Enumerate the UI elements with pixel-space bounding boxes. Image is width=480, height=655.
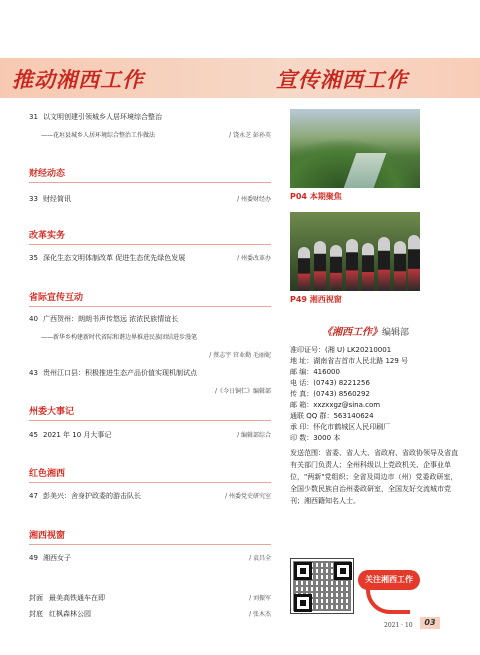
entry-page: 45 [29,431,38,439]
entry-title: 最美高铁通车在即 [49,594,105,602]
brand-suffix: 编辑部 [382,328,410,338]
toc-entry[interactable] [29,253,271,263]
entry-page: 43 [29,369,38,377]
toc-entry[interactable] [29,314,271,324]
entry-page: 47 [29,492,38,500]
page-number: 03 [420,617,440,629]
entry-title: 深化生态文明体制改革 促进生态优先绿色发展 [43,254,186,262]
entry-subtitle: ——新华乡构建新时代省际和谐边界推进民族团结进步漫笔 [41,334,198,341]
toc-entry[interactable] [29,194,271,204]
section-header: 财经动态 [29,166,271,183]
toc-entry[interactable] [29,112,271,122]
entry-subtitle: ——花垣县城乡人居环境综合整治工作做法 [41,132,156,139]
photo2-caption: P49 湘西视窗 [290,295,342,304]
distribution-scope: 发送范围：省委、省人大、省政府、省政协领导及省直有关部门负责人；全州科级以上党政机关、企事业单位，"两新"党组织；全省及周边市（州）党委政研室，全国少数民族自治州委政研室，全国友好交流城市党刊；湘西籍知名人士。 [290,449,458,505]
entry-page: 31 [29,113,38,121]
info-line: 准印证号：(湘 U) LK20210001 [290,346,392,354]
entry-author: /《今日铜仁》编辑部 [214,388,271,395]
info-line: 邮 箱：xxzxxgz@sina.com [290,401,381,409]
brand-name: 《湘西工作》 [322,327,382,338]
toc-entry[interactable] [29,609,271,619]
banner-right-title: 宣传湘西工作 [276,67,408,92]
landscape-photo [290,109,420,188]
entry-author: / 刘振军 [249,595,271,602]
entry-title: 2021 年 10 月大事记 [43,431,112,439]
arrow-icon [366,586,410,614]
info-line: 通联 QQ 群：563140624 [290,412,374,420]
entry-page: 33 [29,195,38,203]
miao-women-photo [290,212,420,291]
entry-author: / 饶永芝 彭孙英 [229,132,271,139]
publication-info [290,345,470,444]
section-header: 州委大事记 [29,404,271,421]
entry-page: 35 [29,254,38,262]
info-line: 电 话：(0743) 8221256 [290,379,370,387]
entry-title: 财经简讯 [43,195,71,203]
entry-title: 彭美兴：舍身护政委的游击队长 [43,492,141,500]
photo1-caption: P04 本期聚焦 [290,192,342,201]
entry-author: / 蔡志宇 官业勤 毛丽妮 [209,352,271,359]
info-line: 印 数：3000 本 [290,434,341,442]
follow-badge [358,570,420,612]
banner-left-title: 推动湘西工作 [12,67,144,92]
toc-entry[interactable] [29,430,271,440]
section-header: 红色湘西 [29,466,271,483]
entry-page: 封面 [29,594,43,602]
entry-page: 40 [29,315,38,323]
entry-author: / 州委改革办 [237,255,271,262]
toc-entry[interactable] [29,593,271,603]
entry-page: 封底 [29,610,43,618]
entry-author: / 州委财经办 [237,196,271,203]
issue-date: 2021 · 10 [384,622,413,629]
toc-entry[interactable] [29,553,271,563]
info-line: 地 址：湖南省吉首市人民北路 129 号 [290,357,409,365]
entry-page: 49 [29,554,38,562]
entry-title: 红枫森林公园 [49,610,91,618]
entry-title: 湘西女子 [43,554,71,562]
info-line: 邮 编：416000 [290,368,340,376]
entry-title: 贵州江口县：积极推进生态产品价值实现机制试点 [43,369,197,377]
qr-code-icon[interactable] [290,558,354,614]
entry-author: / 编辑部综合 [237,432,271,439]
info-line: 传 真：(0743) 8560292 [290,390,370,398]
entry-author: / 张木杰 [249,611,271,618]
entry-author: / 袁昌全 [249,555,271,562]
section-header: 省际宣传互动 [29,290,271,307]
toc-entry[interactable] [29,368,271,378]
follow-label: 关注湘西工作 [358,570,420,590]
entry-author: / 州委党史研究室 [225,493,271,500]
section-header: 湘西视窗 [29,528,271,545]
section-header: 改革实务 [29,228,271,245]
info-line: 承 印：怀化市鹤城区人民印刷厂 [290,423,391,431]
entry-title: 广西贺州：朗朗书声传悠远 浓浓民族情谊长 [43,315,179,323]
editorial-brand [322,323,409,338]
entry-title: 以文明创建引领城乡人居环境综合整治 [43,113,162,121]
header-banner [0,58,480,98]
